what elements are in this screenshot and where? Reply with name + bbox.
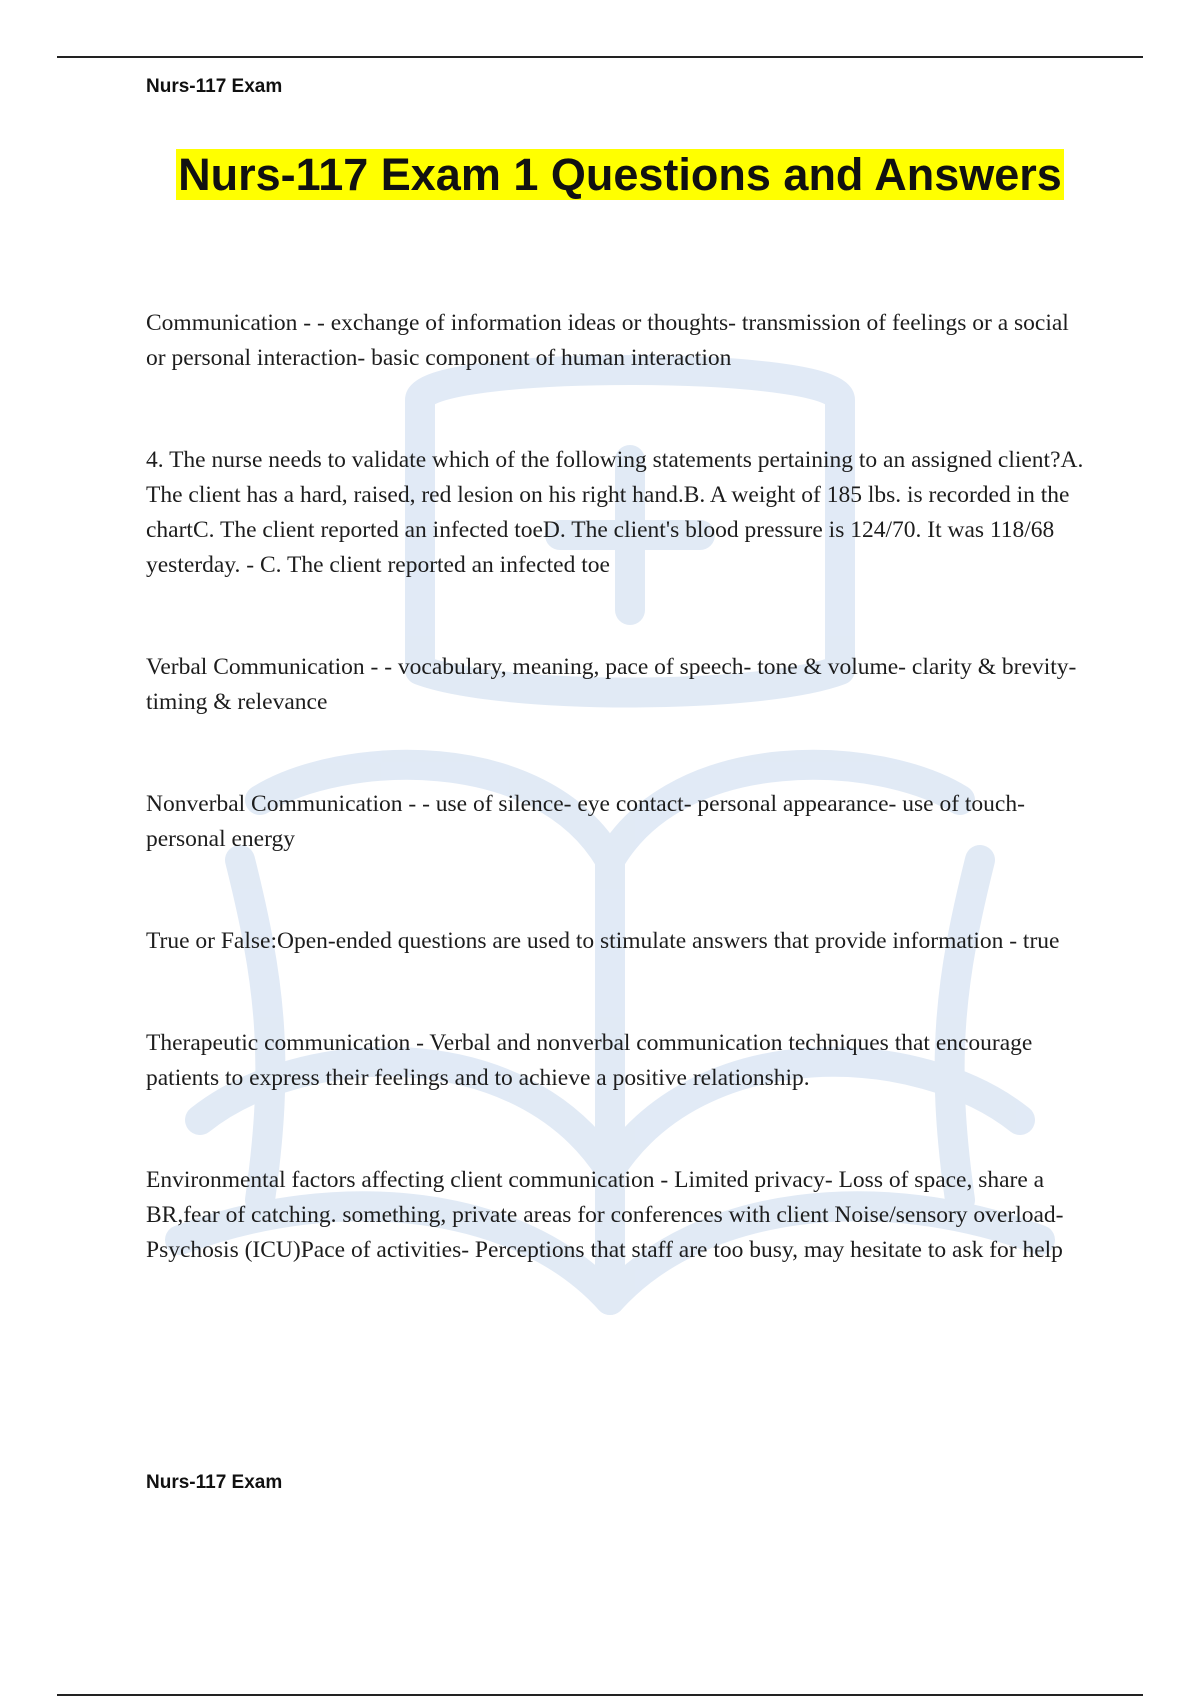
document-title-text: Nurs-117 Exam 1 Questions and Answers bbox=[178, 149, 1062, 200]
page-header: Nurs-117 Exam bbox=[146, 76, 283, 97]
qa-item: True or False:Open-ended questions are used to stimulate answers that provide information - true bbox=[146, 928, 1060, 954]
qa-item: Nonverbal Communication - - use of silence- eye contact- personal appearance- use of touch- personal energy bbox=[146, 791, 1025, 852]
qa-item: Verbal Communication - - vocabulary, meaning, pace of speech- tone & volume- clarity & brevity- timing & relevance bbox=[146, 654, 1077, 715]
top-rule bbox=[57, 56, 1143, 58]
qa-item: Communication - - exchange of information ideas or thoughts- transmission of feelings or a social or personal interaction- basic component of human interaction bbox=[146, 310, 1069, 371]
page-footer: Nurs-117 Exam bbox=[146, 1472, 283, 1493]
qa-item: Environmental factors affecting client communication - Limited privacy- Loss of space, share a BR,fear of catching. something, private areas for conferences with client Noise/sensory overload- Psychosis (ICU)Pace of activities- Perceptions that staff are too busy, may hesitate to ask for help bbox=[146, 1167, 1064, 1263]
bottom-rule bbox=[57, 1694, 1143, 1696]
qa-item: 4. The nurse needs to validate which of the following statements pertaining to an assigned client?A. The client has a hard, raised, red lesion on his right hand.B. A weight of 185 lbs. is recorded in the chartC. The client reported an infected toeD. The client's blood pressure is 124/70. It was 118/68 yesterday. - C. The client reported an infected toe bbox=[146, 447, 1084, 578]
document-title bbox=[146, 146, 1094, 203]
qa-item: Therapeutic communication - Verbal and nonverbal communication techniques that encourage patients to express their feelings and to achieve a positive relationship. bbox=[146, 1030, 1033, 1091]
qa-list bbox=[146, 306, 1094, 1335]
